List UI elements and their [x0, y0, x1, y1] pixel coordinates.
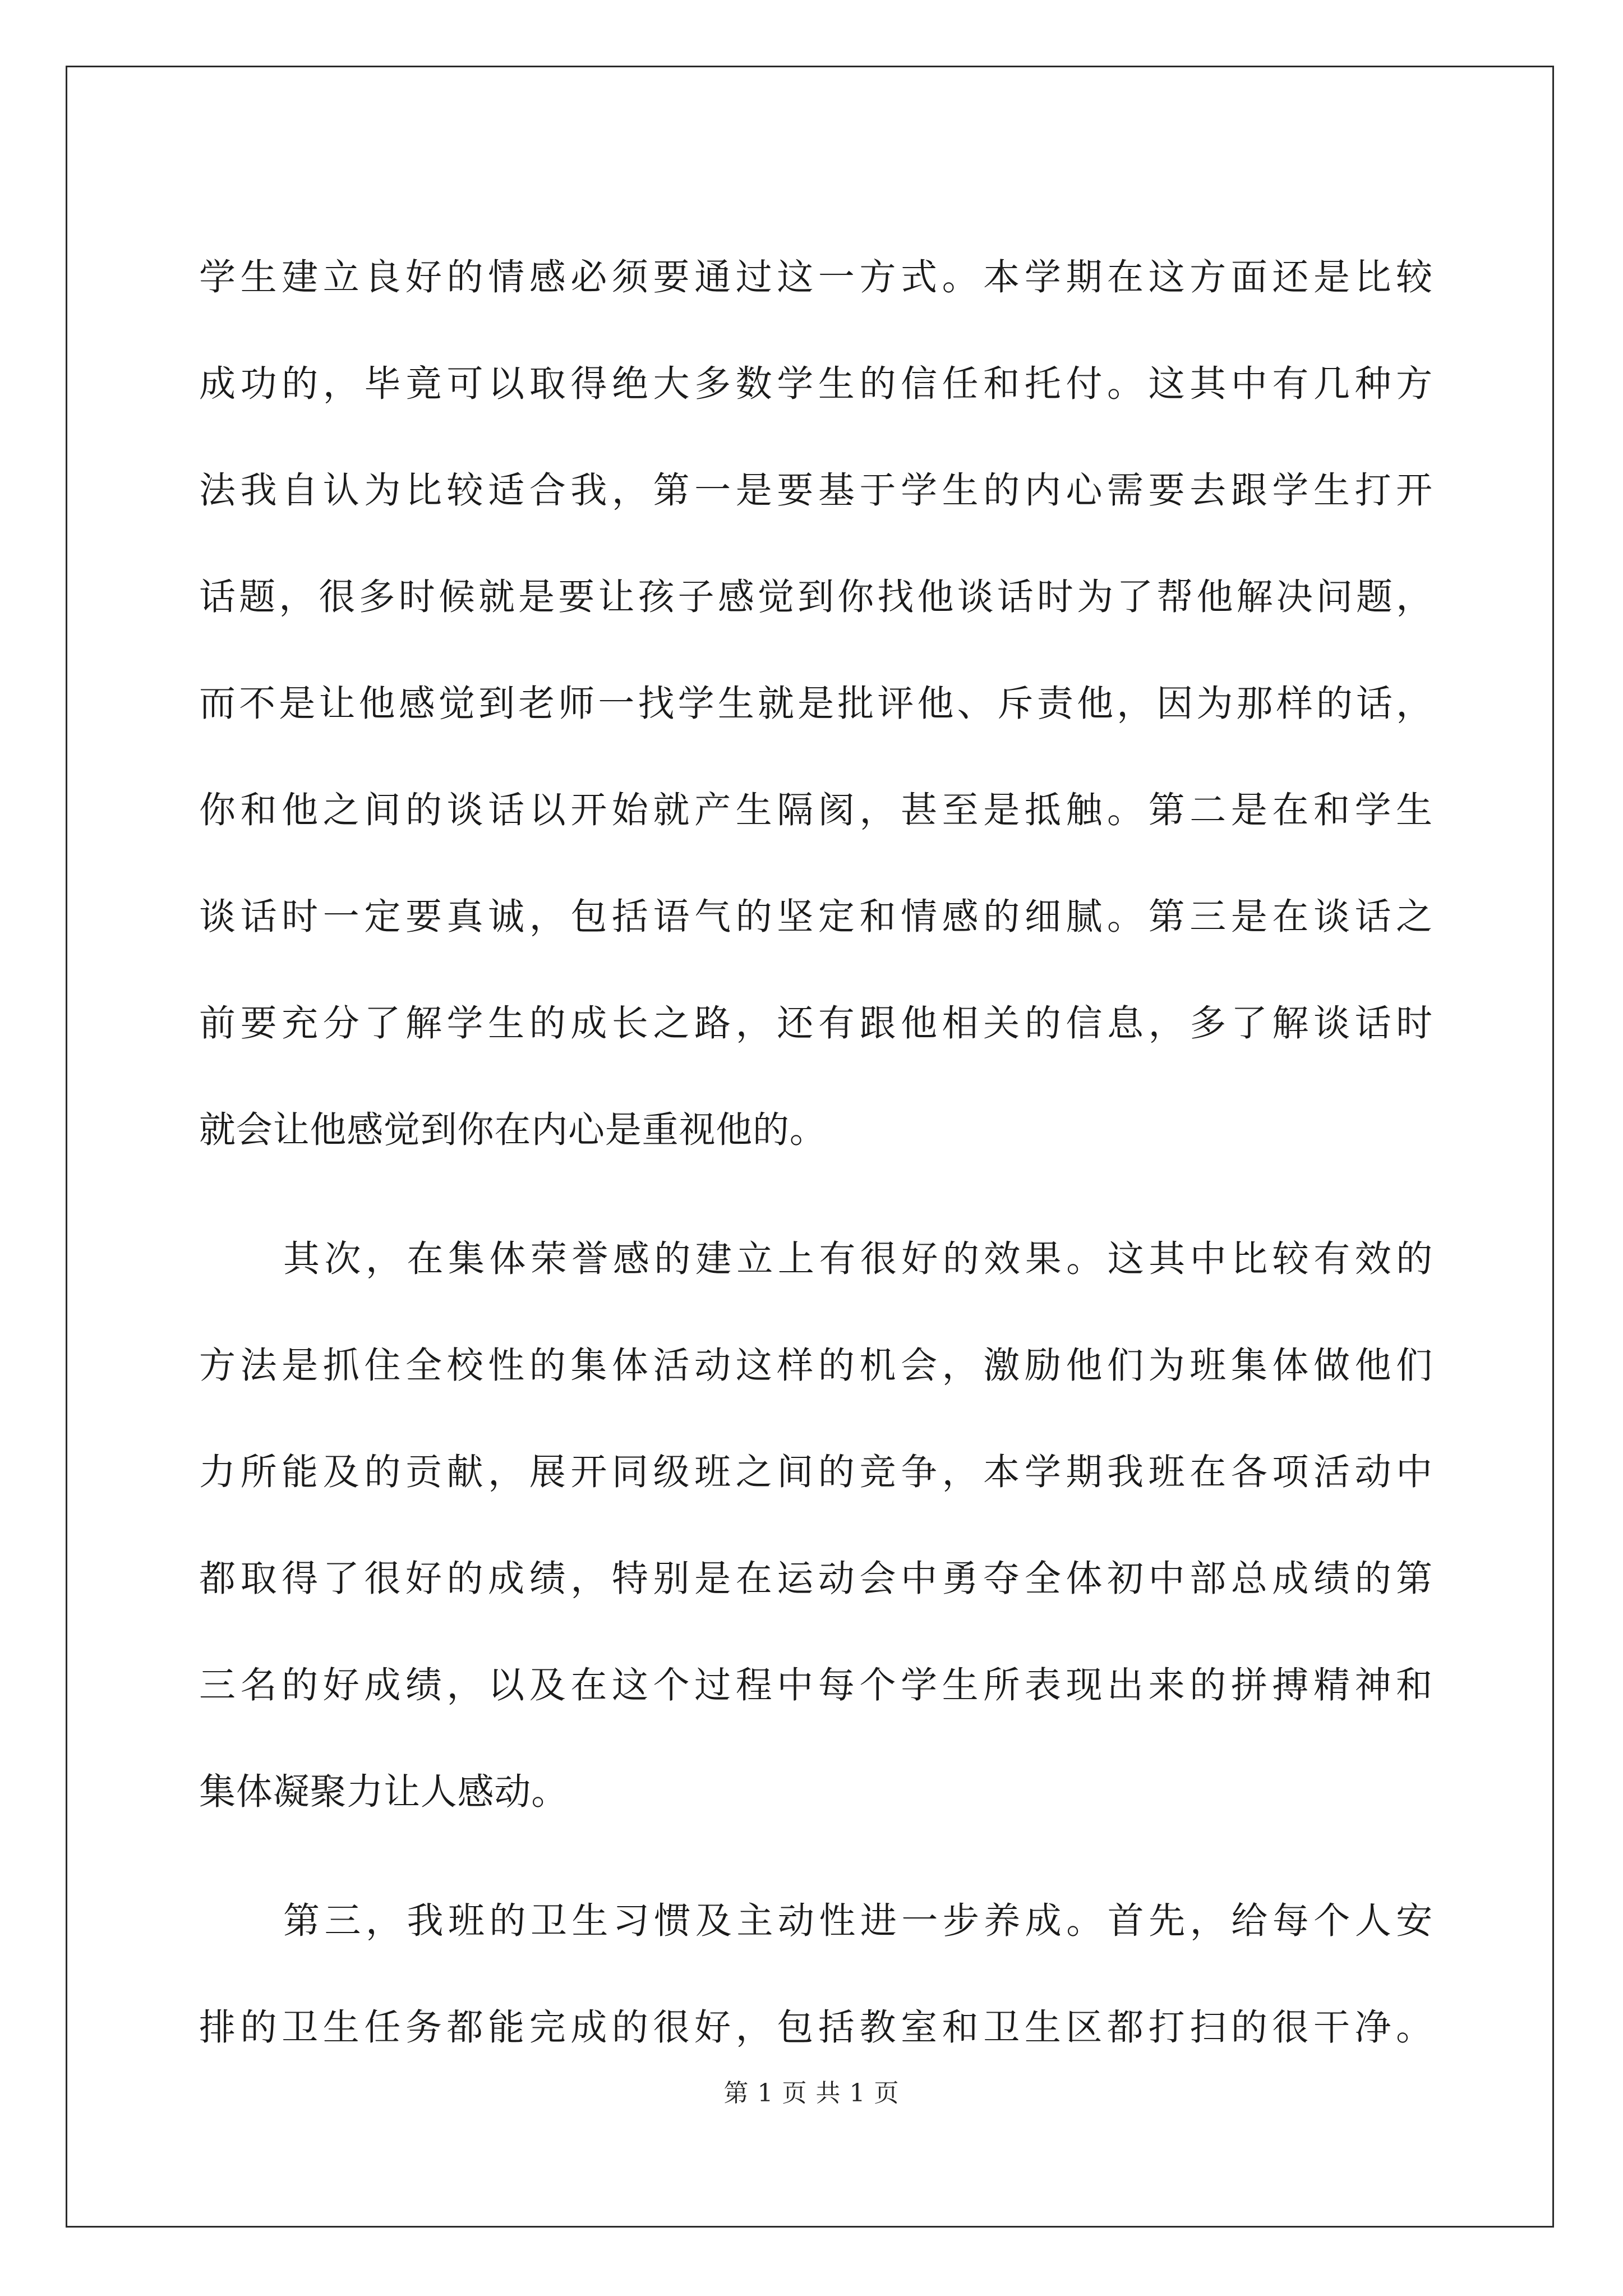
paragraph-1-line-1: 学生建立良好的情感必须要通过这一方式。本学期在这方面还是比较: [199, 256, 1433, 298]
paragraph-1-line-9: 就会让他感觉到你在内心是重视他的。: [199, 1109, 827, 1151]
paragraph-3-line-1: 第三，我班的卫生习惯及主动性进一步养成。首先，给每个人安: [283, 1900, 1433, 1942]
paragraph-2-line-5: 三名的好成绩，以及在这个过程中每个学生所表现出来的拼搏精神和: [199, 1664, 1433, 1706]
paragraph-2-line-4: 都取得了很好的成绩，特别是在运动会中勇夺全体初中部总成绩的第: [199, 1558, 1433, 1600]
paragraph-1-line-6: 你和他之间的谈话以开始就产生隔阂，甚至是抵触。第二是在和学生: [199, 789, 1433, 831]
paragraph-1-line-5: 而不是让他感觉到老师一找学生就是批评他、斥责他，因为那样的话，: [199, 683, 1433, 725]
page-footer: 第 1 页 共 1 页: [723, 2079, 900, 2108]
paragraph-1-line-3: 法我自认为比较适合我，第一是要基于学生的内心需要去跟学生打开: [199, 470, 1433, 512]
paragraph-2-line-1: 其次，在集体荣誉感的建立上有很好的效果。这其中比较有效的: [283, 1238, 1433, 1280]
paragraph-2-line-2: 方法是抓住全校性的集体活动这样的机会，激励他们为班集体做他们: [199, 1345, 1433, 1387]
paragraph-1-line-7: 谈话时一定要真诚，包括语气的坚定和情感的细腻。第三是在谈话之: [199, 896, 1433, 938]
paragraph-1-line-4: 话题，很多时候就是要让孩子感觉到你找他谈话时为了帮他解决问题，: [199, 576, 1433, 618]
paragraph-1-line-8: 前要充分了解学生的成长之路，还有跟他相关的信息，多了解谈话时: [199, 1002, 1433, 1045]
paragraph-2-line-3: 力所能及的贡献，展开同级班之间的竞争，本学期我班在各项活动中: [199, 1451, 1433, 1493]
paragraph-1-line-2: 成功的，毕竟可以取得绝大多数学生的信任和托付。这其中有几种方: [199, 363, 1433, 405]
document-body: [199, 224, 1433, 2081]
paragraph-2-line-6: 集体凝聚力让人感动。: [199, 1771, 569, 1813]
paragraph-3-line-2: 排的卫生任务都能完成的很好，包括教室和卫生区都打扫的很干净。: [199, 2007, 1433, 2049]
